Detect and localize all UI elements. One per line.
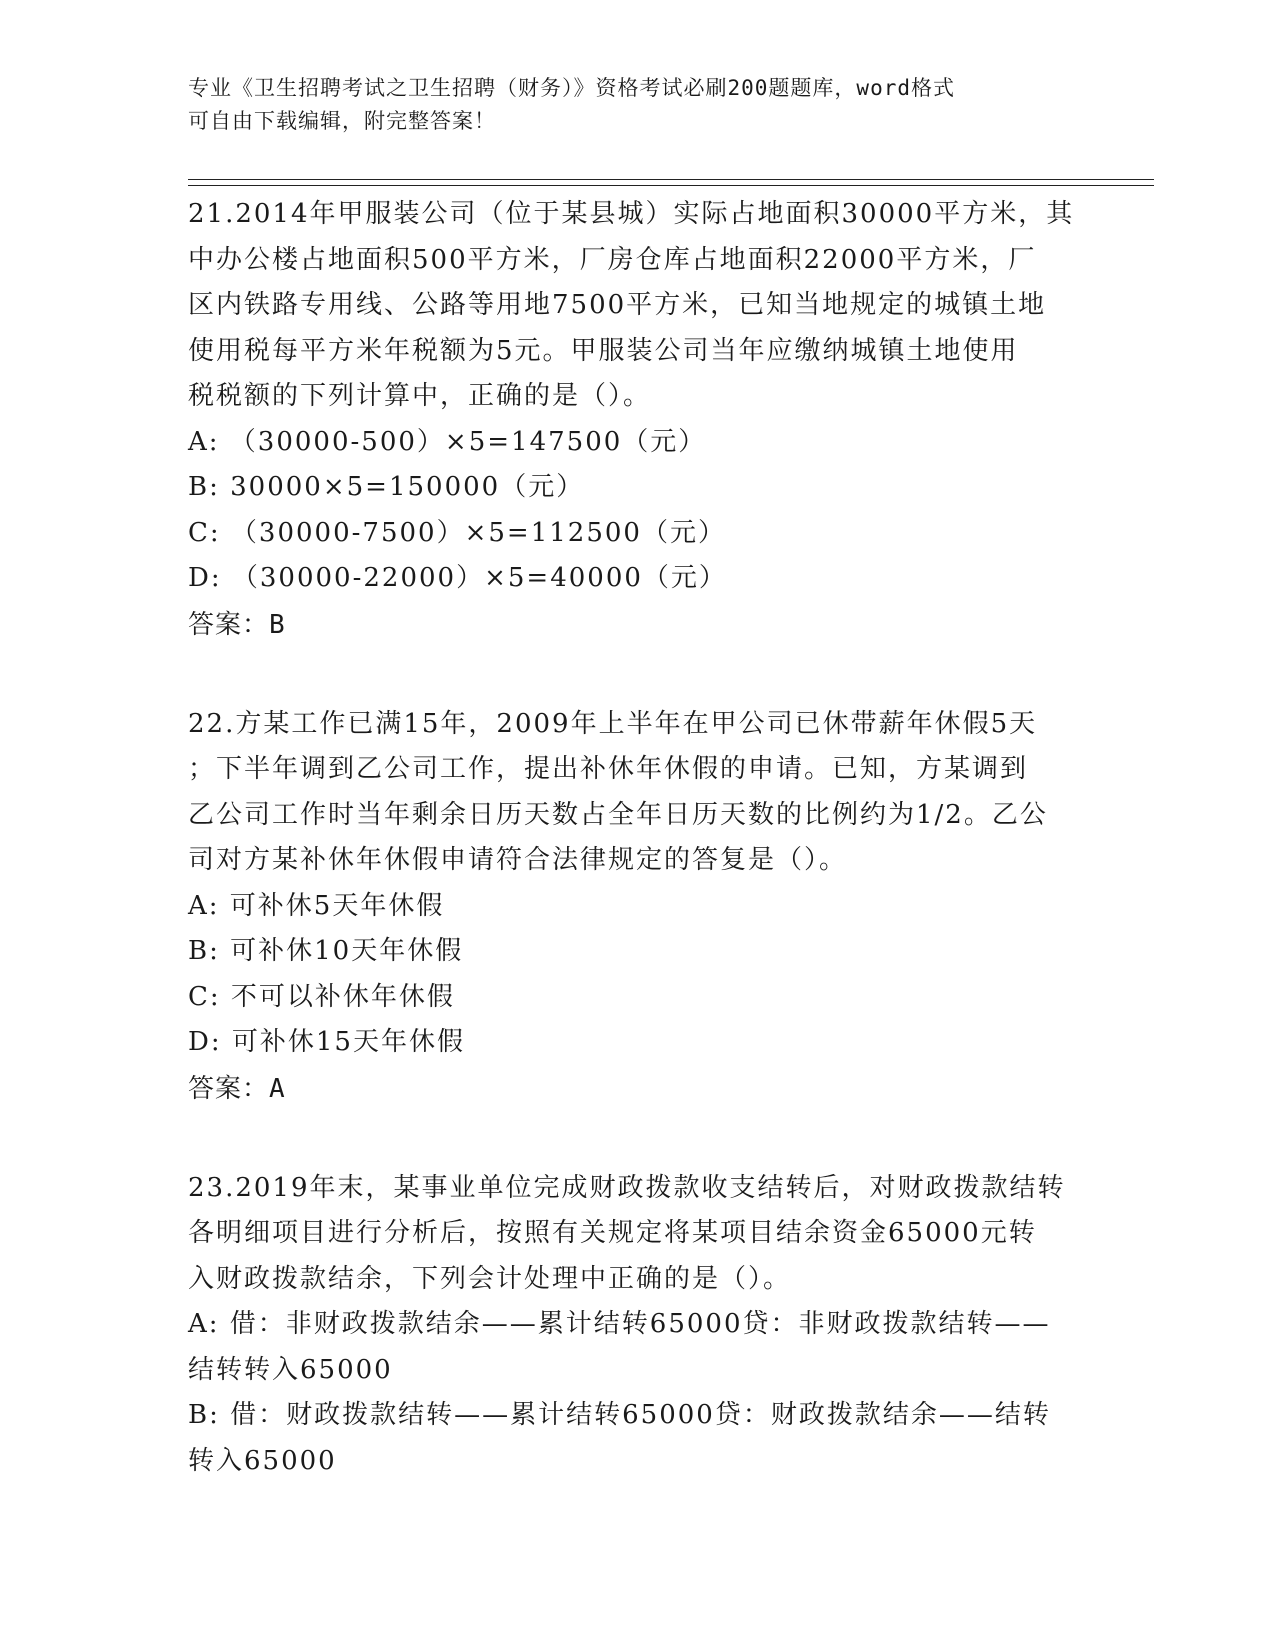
- option-d: D: 可补休15天年休假: [188, 1027, 465, 1057]
- option-b: B: 借：财政拨款结转——累计结转65000贷：财政拨款结余——结转: [188, 1400, 1051, 1430]
- question-23: [188, 1166, 1088, 1485]
- question-text: 21.2014年甲服装公司（位于某县城）实际占地面积30000平方米，其: [188, 199, 1075, 229]
- document-header: [188, 72, 1088, 138]
- header-divider: [188, 185, 1154, 186]
- question-text: 税税额的下列计算中，正确的是（）。: [188, 381, 652, 411]
- answer-label: 答案：B: [188, 609, 286, 640]
- question-text: 使用税每平方米年税额为5元。甲服装公司当年应缴纳城镇土地使用: [188, 335, 1019, 366]
- question-text: 司对方某补休年休假申请符合法律规定的答复是（）。: [188, 845, 848, 875]
- option-a-continued: 结转转入65000: [188, 1354, 393, 1385]
- question-text: 22.方某工作已满15年，2009年上半年在甲公司已休带薪年休假5天: [188, 708, 1038, 739]
- option-a: A: 可补休5天年休假: [188, 890, 445, 921]
- question-text: 中办公楼占地面积500平方米，厂房仓库占地面积22000平方米，厂: [188, 244, 1037, 275]
- option-a: A: 借：非财政拨款结余——累计结转65000贷：非财政拨款结转——: [188, 1309, 1051, 1339]
- question-text: 入财政拨款结余，下列会计处理中正确的是（）。: [188, 1263, 792, 1294]
- question-text: 各明细项目进行分析后，按照有关规定将某项目结余资金65000元转: [188, 1218, 1037, 1248]
- option-b: B: 可补休10天年休假: [188, 936, 464, 966]
- option-d: D: （30000-22000）×5=40000（元）: [188, 563, 727, 593]
- option-b-continued: 转入65000: [188, 1445, 337, 1476]
- question-text: 乙公司工作时当年剩余日历天数占全年日历天数的比例约为1/2。乙公: [188, 799, 1048, 830]
- question-22: [188, 702, 1088, 1112]
- header-line: 可自由下载编辑，附完整答案！: [188, 109, 496, 133]
- question-21: [188, 192, 1088, 648]
- option-c: C: 不可以补休年休假: [188, 981, 455, 1012]
- header-line: 专业《卫生招聘考试之卫生招聘（财务）》资格考试必刷200题题库，word格式: [188, 76, 955, 100]
- question-text: ；下半年调到乙公司工作，提出补休年休假的申请。已知，方某调到: [188, 754, 1029, 784]
- option-c: C: （30000-7500）×5=112500（元）: [188, 517, 726, 548]
- option-a: A: （30000-500）×5=147500（元）: [188, 426, 707, 457]
- question-text: 区内铁路专用线、公路等用地7500平方米，已知当地规定的城镇土地: [188, 290, 1047, 320]
- option-b: B: 30000×5=150000（元）: [188, 472, 585, 502]
- answer-label: 答案：A: [188, 1073, 286, 1104]
- header-divider: [188, 179, 1154, 180]
- question-list: [188, 192, 1088, 1538]
- question-text: 23.2019年末，某事业单位完成财政拨款收支结转后，对财政拨款结转: [188, 1172, 1066, 1203]
